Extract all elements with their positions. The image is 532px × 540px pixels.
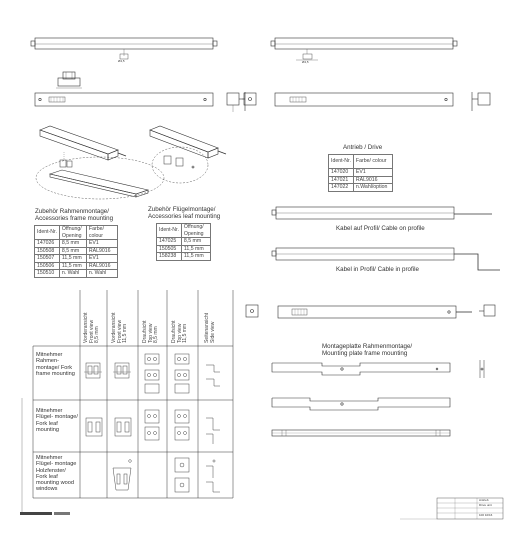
cell: 147025 (157, 238, 182, 246)
cell: RAL9016 (86, 247, 117, 255)
header-cell: Ident-Nr. (329, 155, 354, 169)
cell: n. Wahl (86, 270, 117, 278)
col-label: 11,5 mm (182, 323, 189, 343)
col-label: Draufsicht (142, 320, 148, 343)
header-cell: Ident-Nr. (35, 226, 60, 240)
cell: 150506 (35, 262, 60, 270)
col-label: Vorderansicht (111, 312, 117, 343)
drive-title: Antrieb / Drive (343, 144, 383, 151)
cell: n.Wahl/option (353, 184, 392, 192)
matrix-col-header-3 (143, 320, 160, 343)
table-row (329, 184, 393, 192)
title-block-line1: Antrieb (479, 498, 489, 502)
table-row (35, 262, 118, 270)
matrix-row-label-wood: Mitnehmer Flügel- montage Holzfenster/ Fork leaf mounting wood windows (36, 455, 77, 493)
col-label: 11,5 mm (122, 323, 129, 343)
matrix-col-header-4 (172, 320, 189, 343)
isometric-frame-mounting (36, 126, 164, 199)
fork-frame-views (84, 354, 220, 393)
cell: 147020 (329, 169, 354, 177)
table-header-row (35, 226, 118, 240)
cell: 11,5 mm (181, 253, 210, 261)
cell: 11,5 mm (59, 255, 86, 263)
drive-bottom-view-top-left (35, 92, 245, 112)
isometric-leaf-mounting (150, 126, 226, 183)
mounting-plate-title-en: Mounting plate frame mounting (322, 350, 408, 357)
table-row (35, 247, 118, 255)
matrix-col-header-2 (112, 312, 129, 343)
mounting-plate-3 (272, 430, 450, 436)
title-block-drawing-no: 100 10/16 (479, 513, 493, 517)
fork-leaf-views (86, 410, 220, 444)
cell: RAL9016 (86, 262, 117, 270)
cell: 158238 (157, 253, 182, 261)
col-label: Top view (147, 323, 154, 343)
header-cell: Öffnung/ Opening (59, 226, 86, 240)
cell: 8,5 mm (181, 238, 210, 246)
cell: 8,5 mm (59, 240, 86, 248)
cell: n. Wahl (59, 270, 86, 278)
header-cell: Farbe/ colour (353, 155, 392, 169)
cell: 11,5 mm (181, 245, 210, 253)
drive-top-view-mid-right (246, 305, 495, 318)
col-label: Front view (116, 319, 123, 343)
accessories-frame-title-en: Accessories frame mounting (35, 215, 114, 222)
cell: 8,5 mm (59, 247, 86, 255)
col-label: 8,5 mm (153, 326, 160, 343)
table-row (329, 176, 393, 184)
matrix-col-header-1 (84, 312, 101, 343)
col-label: Top view (176, 323, 183, 343)
table-row (329, 169, 393, 177)
header-cell: Farbe/ colour (86, 226, 117, 240)
cell: EV1 (353, 169, 392, 177)
accessories-frame-title-de: Zubehör Rahmenmontage/ (35, 208, 109, 215)
cell: EV1 (86, 255, 117, 263)
table-header-row (329, 155, 393, 169)
cell: EV1 (86, 240, 117, 248)
col-label: Side view (209, 321, 216, 343)
cell: 150507 (35, 255, 60, 263)
drive-front-view-top-right (271, 38, 457, 60)
cell: 147026 (35, 240, 60, 248)
matrix-col-header-5 (205, 313, 216, 343)
accessories-leaf-table (156, 223, 211, 261)
accessories-frame-table (34, 225, 118, 278)
accessories-leaf-title-de: Zubehör Flügelmontage/ (148, 206, 216, 213)
header-cell: Ident-Nr. (157, 224, 182, 238)
col-label: Draufsicht (171, 320, 177, 343)
table-row (157, 245, 211, 253)
company-stamp (20, 512, 70, 515)
drive-bottom-view-top-right (242, 92, 490, 111)
table-row (35, 255, 118, 263)
cable-on-profile-drawing (272, 207, 492, 219)
mounting-plate-title-de: Montageplatte Rahmenmontage/ (322, 343, 413, 350)
table-header-row (157, 224, 211, 238)
table-row (35, 240, 118, 248)
title-block-line2: Drive unit (479, 503, 492, 507)
cell: 147021 (329, 176, 354, 184)
col-label: 8,5 mm (94, 326, 101, 343)
header-cell: Öffnung/ Opening (181, 224, 210, 238)
cable-on-profile-label: Kabel auf Profil/ Cable on profile (336, 225, 425, 232)
cell: 150508 (35, 247, 60, 255)
matrix-row-label-leaf: Mitnehmer Flügel- montage/ Fork leaf mounting (36, 408, 78, 433)
accessories-leaf-title-en: Accessories leaf mounting (148, 213, 221, 220)
cell: RAL9016 (353, 176, 392, 184)
mounting-plate-2 (272, 398, 450, 410)
cell: 150505 (157, 245, 182, 253)
cell: 147022 (329, 184, 354, 192)
col-label: Vorderansicht (83, 312, 89, 343)
table-row (157, 238, 211, 246)
col-label: Front view (88, 319, 95, 343)
mounting-plate-1 (272, 360, 484, 378)
dim-label-top-right: Ø4,5 (302, 60, 309, 64)
cable-in-profile-label: Kabel in Profil/ Cable in profile (336, 266, 419, 273)
table-row (35, 270, 118, 278)
drive-table (328, 154, 393, 192)
matrix-row-label-frame: Mitnehmer Rahmen- montage/ Fork frame mounting (36, 352, 75, 377)
table-row (157, 253, 211, 261)
cell: 11,5 mm (59, 262, 86, 270)
cell: 150510 (35, 270, 60, 278)
fork-wood-views (113, 458, 220, 492)
col-label: Seitenansicht (204, 312, 210, 343)
dim-label-top-left: Ø4,5 (118, 59, 125, 63)
